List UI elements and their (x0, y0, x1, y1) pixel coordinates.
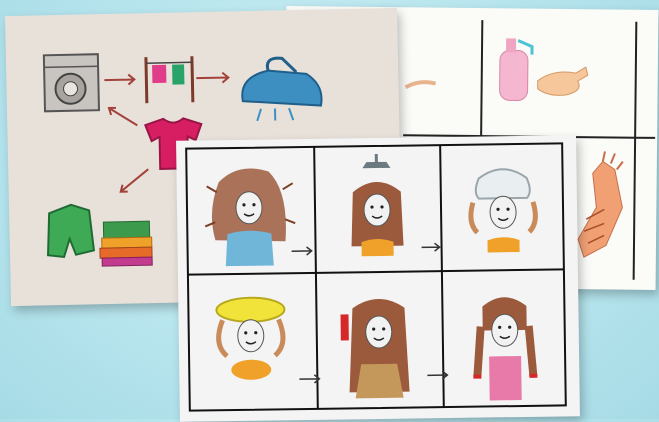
hand-icon (538, 67, 588, 96)
hand-icon (406, 82, 436, 88)
towel-figure (216, 297, 285, 380)
hand-with-foam-icon (578, 151, 623, 257)
washing-machine-icon (44, 54, 99, 111)
shampoo-figure (470, 169, 536, 253)
clothesline-icon (146, 56, 193, 103)
iron-icon (241, 57, 321, 121)
braids-figure (472, 297, 537, 401)
messy-hair-figure (204, 168, 295, 267)
comb-figure (340, 299, 409, 399)
soap-bottle-icon (500, 38, 533, 100)
grid-line (634, 22, 637, 280)
shower-figure (350, 154, 403, 257)
folded-clothes-icon (47, 203, 152, 267)
comb-icon (340, 314, 348, 340)
hair-washing-sheet (176, 135, 580, 422)
